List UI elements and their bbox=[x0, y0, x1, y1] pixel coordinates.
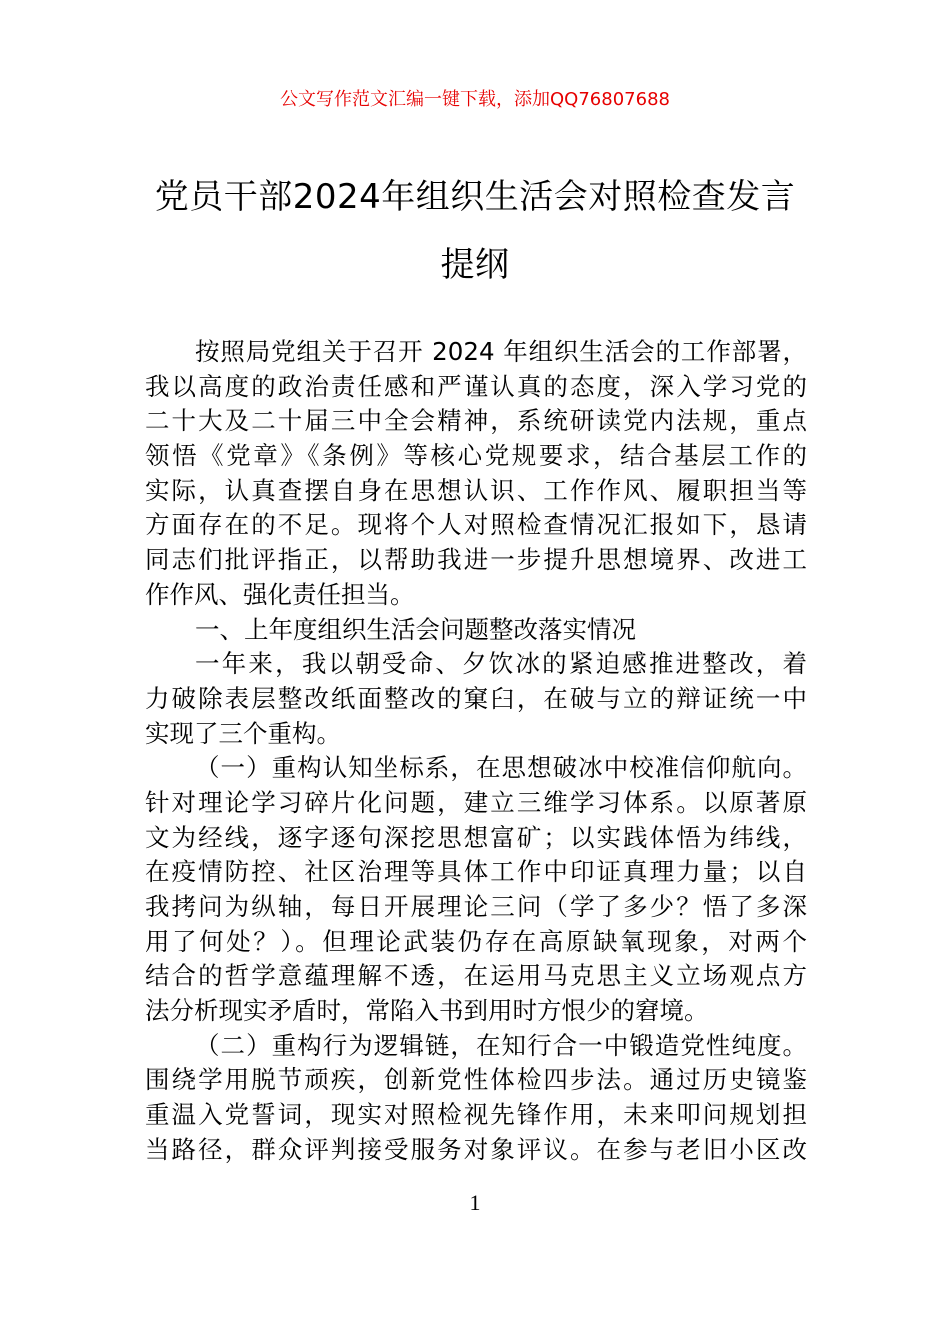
text-line: 文为经线，逐字逐句深挖思想富矿；以实践体悟为纬线， bbox=[145, 822, 807, 852]
document-body bbox=[145, 335, 807, 1168]
document-title bbox=[0, 163, 950, 299]
text-line: 围绕学用脱节顽疾，创新党性体检四步法。通过历史镜鉴 bbox=[145, 1065, 807, 1095]
text-line: 实际，认真查摆自身在思想认识、工作作风、履职担当等 bbox=[145, 475, 807, 505]
text-line: 我以高度的政治责任感和严谨认真的态度，深入学习党的 bbox=[145, 371, 807, 401]
paragraph bbox=[145, 335, 807, 613]
title-line: 提纲 bbox=[440, 245, 510, 285]
text-line: 重温入党誓词，现实对照检视先锋作用，未来叩问规划担 bbox=[145, 1100, 807, 1130]
text-line: 当路径，群众评判接受服务对象评议。在参与老旧小区改 bbox=[145, 1134, 807, 1164]
text-line: 法分析现实矛盾时，常陷入书到用时方恨少的窘境。 bbox=[145, 996, 709, 1026]
paragraph bbox=[145, 751, 807, 1029]
text-line: 同志们批评指正，以帮助我进一步提升思想境界、改进工 bbox=[145, 545, 807, 575]
text-line: 力破除表层整改纸面整改的窠臼，在破与立的辩证统一中 bbox=[145, 683, 807, 713]
text-line: 结合的哲学意蕴理解不透，在运用马克思主义立场观点方 bbox=[145, 961, 807, 991]
text-line: 作作风、强化责任担当。 bbox=[145, 579, 415, 609]
text-line: 一年来，我以朝受命、夕饮冰的紧迫感推进整改，着 bbox=[195, 649, 807, 679]
page-number: 1 bbox=[469, 1190, 481, 1215]
text-line: （一）重构认知坐标系，在思想破冰中校准信仰航向。 bbox=[195, 753, 807, 783]
text-line: 在疫情防控、社区治理等具体工作中印证真理力量；以自 bbox=[145, 857, 807, 887]
paragraph bbox=[145, 647, 807, 751]
text-line: （二）重构行为逻辑链，在知行合一中锻造党性纯度。 bbox=[195, 1030, 807, 1060]
text-line: 一、上年度组织生活会问题整改落实情况 bbox=[195, 614, 636, 644]
text-line: 方面存在的不足。现将个人对照检查情况汇报如下，恳请 bbox=[145, 510, 807, 540]
text-line: 用了何处？）。但理论武装仍存在高原缺氧现象，对两个 bbox=[145, 926, 807, 956]
text-line: 针对理论学习碎片化问题，建立三维学习体系。以原著原 bbox=[145, 787, 807, 817]
paragraph bbox=[145, 1029, 807, 1168]
text-line: 二十大及二十届三中全会精神，系统研读党内法规，重点 bbox=[145, 406, 807, 436]
title-line: 党员干部2024年组织生活会对照检查发言 bbox=[154, 177, 796, 217]
watermark-header: 公文写作范文汇编一键下载，添加QQ76807688 bbox=[280, 89, 670, 110]
text-line: 我拷问为纵轴，每日开展理论三问（学了多少？悟了多深 bbox=[145, 892, 807, 921]
text-line: 按照局党组关于召开 2024 年组织生活会的工作部署， bbox=[195, 337, 807, 366]
paragraph bbox=[145, 613, 807, 648]
text-line: 实现了三个重构。 bbox=[145, 718, 341, 748]
text-line: 领悟《党章》《条例》等核心党规要求，结合基层工作的 bbox=[145, 441, 807, 471]
